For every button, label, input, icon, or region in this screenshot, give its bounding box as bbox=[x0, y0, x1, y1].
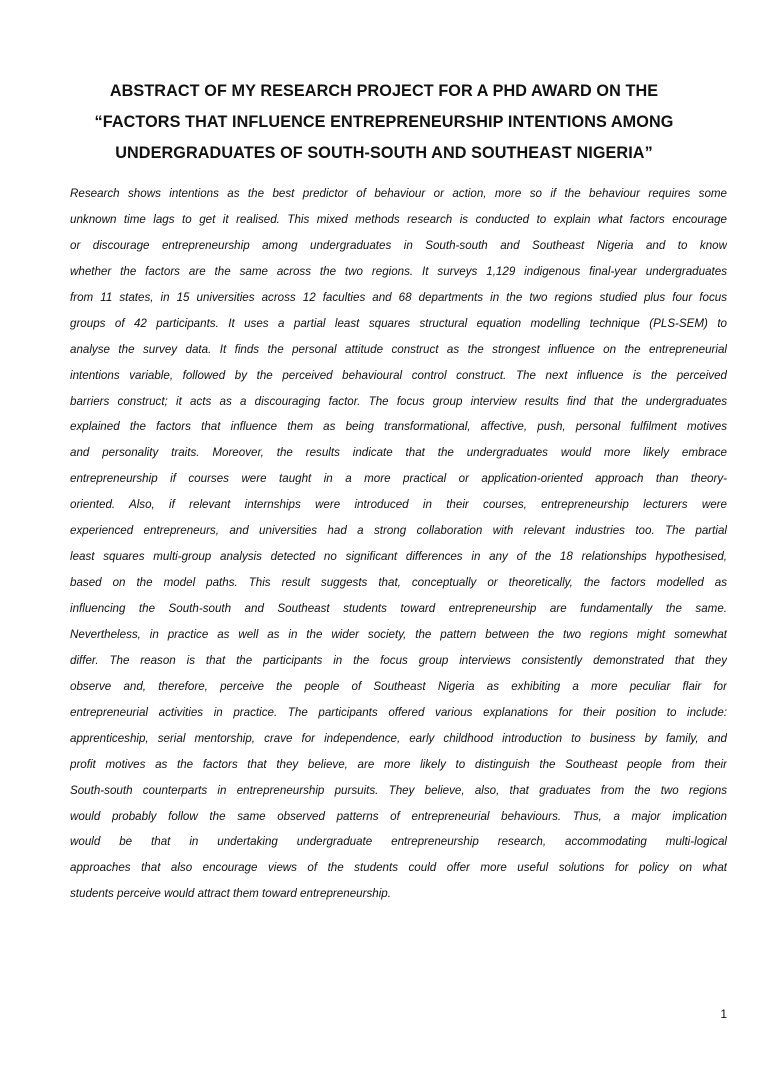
abstract-line: barriers construct; it acts as a discouraging factor. The focus group interview results find that the undergraduates bbox=[70, 394, 727, 408]
abstract-line: differ. The reason is that the participants in the focus group interviews consistently demonstrated that they bbox=[70, 653, 727, 667]
abstract-line: groups of 42 participants. It uses a partial least squares structural equation modelling technique (PLS-SEM) to bbox=[70, 316, 727, 330]
abstract-line: unknown time lags to get it realised. This mixed methods research is conducted to explain what factors encourage bbox=[70, 212, 727, 226]
abstract-paragraph bbox=[70, 181, 727, 907]
abstract-line: South-south counterparts in entrepreneurship pursuits. They believe, also, that graduates from the two regions bbox=[70, 783, 727, 797]
abstract-line: whether the factors are the same across the two regions. It surveys 1,129 indigenous final-year undergraduates bbox=[70, 264, 727, 278]
abstract-line: and personality traits. Moreover, the results indicate that the undergraduates would more likely embrace bbox=[70, 446, 727, 460]
abstract-line: approaches that also encourage views of the students could offer more useful solutions for policy on what bbox=[70, 861, 727, 875]
abstract-line: analyse the survey data. It finds the personal attitude construct as the strongest influence on the entrepreneurial bbox=[70, 342, 727, 356]
abstract-line: entrepreneurship if courses were taught in a more practical or application-oriented approach than theory- bbox=[70, 472, 727, 486]
abstract-line: Research shows intentions as the best predictor of behaviour or action, more so if the behaviour requires some bbox=[70, 187, 727, 200]
abstract-line: explained the factors that influence them as being transformational, affective, push, personal fulfilment motives bbox=[70, 420, 727, 434]
abstract-line: oriented. Also, if relevant internships were introduced in their courses, entrepreneurship lecturers were bbox=[70, 498, 727, 512]
abstract-line: profit motives as the factors that they believe, are more likely to distinguish the Southeast people from their bbox=[70, 757, 727, 771]
page-number: 1 bbox=[720, 1007, 727, 1021]
abstract-line: observe and, therefore, perceive the people of Southeast Nigeria as exhibiting a more peculiar flair for bbox=[70, 679, 727, 693]
abstract-line: influencing the South-south and Southeast students toward entrepreneurship are fundamentally the same. bbox=[70, 602, 727, 615]
abstract-line: experienced entrepreneurs, and universities had a strong collaboration with relevant industries too. The partial bbox=[70, 524, 727, 538]
abstract-line: Nevertheless, in practice as well as in the wider society, the pattern between the two regions might somewhat bbox=[70, 627, 727, 641]
title-line: “FACTORS THAT INFLUENCE ENTREPRENEURSHIP INTENTIONS AMONG bbox=[94, 113, 674, 131]
abstract-line: apprenticeship, serial mentorship, crave for independence, early childhood introduction to business by family, and bbox=[70, 731, 727, 745]
abstract-line: intentions variable, followed by the perceived behavioural control construct. The next influence is the perceived bbox=[70, 368, 727, 382]
title-line: UNDERGRADUATES OF SOUTH-SOUTH AND SOUTHEAST NIGERIA” bbox=[115, 144, 653, 162]
abstract-line: or discourage entrepreneurship among undergraduates in South-south and Southeast Nigeria and to know bbox=[70, 238, 727, 252]
document-title bbox=[60, 76, 708, 169]
title-line: ABSTRACT OF MY RESEARCH PROJECT FOR A PHD AWARD ON THE bbox=[109, 82, 659, 100]
abstract-line: least squares multi-group analysis detected no significant differences in any of the 18 relationships hypothesised, bbox=[70, 550, 727, 564]
abstract-line: from 11 states, in 15 universities across 12 faculties and 68 departments in the two regions studied plus four focus bbox=[70, 290, 727, 304]
abstract-line: entrepreneurial activities in practice. The participants offered various explanations for their position to include: bbox=[70, 705, 727, 719]
abstract-line: based on the model paths. This result suggests that, conceptually or theoretically, the factors modelled as bbox=[70, 576, 727, 590]
abstract-line: would be that in undertaking undergraduate entrepreneurship research, accommodating multi-logical bbox=[70, 835, 727, 849]
abstract-line: would probably follow the same observed patterns of entrepreneurial behaviours. Thus, a major implication bbox=[70, 809, 727, 823]
abstract-line: students perceive would attract them toward entrepreneurship. bbox=[70, 887, 391, 901]
